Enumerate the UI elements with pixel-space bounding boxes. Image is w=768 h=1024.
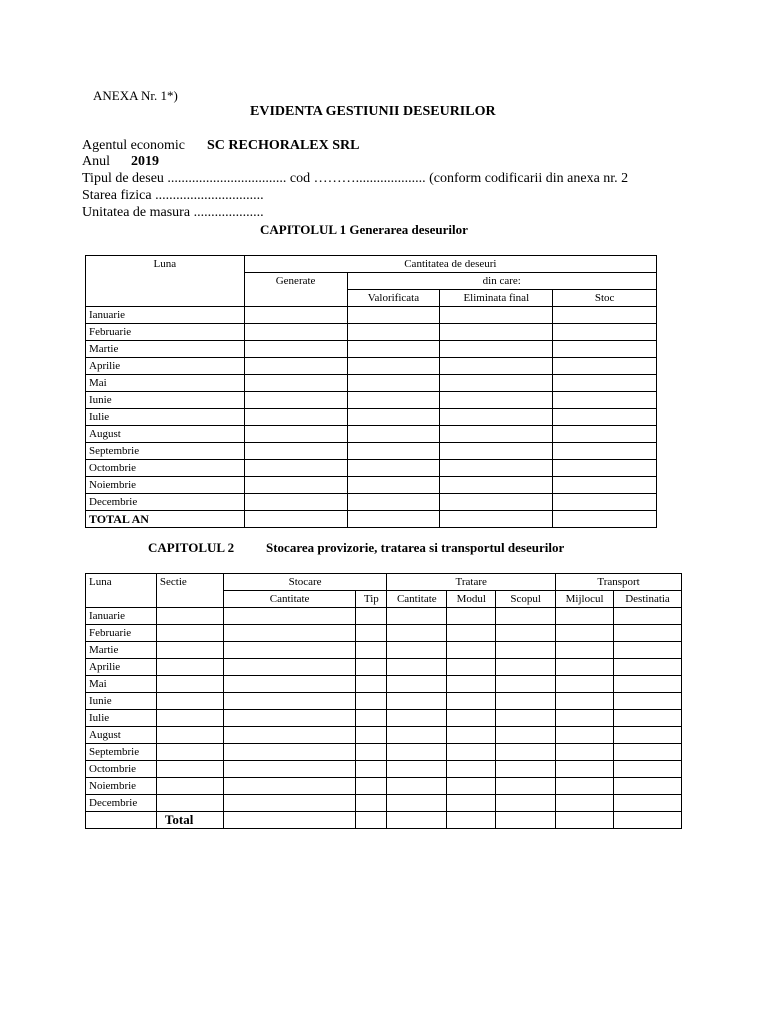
table-row — [86, 443, 657, 460]
header-cantitatea: Cantitatea de deseuri — [244, 256, 656, 273]
empty-cell — [447, 761, 496, 778]
table-row — [86, 608, 682, 625]
empty-cell — [223, 642, 356, 659]
empty-cell — [614, 795, 682, 812]
empty-cell — [614, 727, 682, 744]
empty-cell — [156, 659, 223, 676]
empty-cell — [347, 307, 440, 324]
empty-cell — [556, 727, 614, 744]
empty-cell — [553, 443, 657, 460]
empty-cell — [347, 477, 440, 494]
empty-cell — [496, 710, 556, 727]
month-cell: Mai — [86, 676, 157, 693]
empty-cell — [86, 812, 157, 829]
month-cell: Aprilie — [86, 358, 245, 375]
table-row — [86, 761, 682, 778]
month-cell: Martie — [86, 642, 157, 659]
empty-cell — [156, 761, 223, 778]
empty-cell — [614, 710, 682, 727]
table-row — [86, 727, 682, 744]
header-tratare: Tratare — [387, 574, 556, 591]
empty-cell — [356, 642, 387, 659]
empty-cell — [356, 778, 387, 795]
header-valorificata: Valorificata — [347, 290, 440, 307]
empty-cell — [223, 812, 356, 829]
empty-cell — [553, 324, 657, 341]
agent-value: SC RECHORALEX SRL — [207, 138, 360, 153]
empty-cell — [223, 778, 356, 795]
empty-cell — [156, 744, 223, 761]
empty-cell — [387, 795, 447, 812]
waste-type-line: Tipul de deseu .................................. cod ……….................... (conform codificarii din anexa nr. 2 — [82, 171, 629, 186]
empty-cell — [356, 676, 387, 693]
total-label: Total — [156, 812, 223, 829]
month-cell: Octombrie — [86, 460, 245, 477]
empty-cell — [556, 693, 614, 710]
year-value: 2019 — [131, 154, 159, 169]
empty-cell — [556, 795, 614, 812]
table-row — [86, 693, 682, 710]
empty-cell — [553, 358, 657, 375]
empty-cell — [244, 358, 347, 375]
empty-cell — [447, 710, 496, 727]
empty-cell — [387, 761, 447, 778]
empty-cell — [387, 625, 447, 642]
empty-cell — [356, 727, 387, 744]
empty-cell — [556, 608, 614, 625]
month-cell: Februarie — [86, 324, 245, 341]
empty-cell — [447, 812, 496, 829]
empty-cell — [387, 642, 447, 659]
month-cell: Ianuarie — [86, 608, 157, 625]
empty-cell — [440, 494, 553, 511]
empty-cell — [440, 392, 553, 409]
empty-cell — [244, 392, 347, 409]
month-cell: Aprilie — [86, 659, 157, 676]
empty-cell — [556, 710, 614, 727]
empty-cell — [614, 761, 682, 778]
generation-table — [85, 255, 657, 528]
month-cell: August — [86, 727, 157, 744]
empty-cell — [440, 443, 553, 460]
empty-cell — [347, 426, 440, 443]
year-label: Anul — [82, 154, 110, 169]
empty-cell — [553, 494, 657, 511]
empty-cell — [244, 341, 347, 358]
empty-cell — [347, 324, 440, 341]
empty-cell — [556, 744, 614, 761]
physical-state-line: Starea fizica ............................... — [82, 188, 264, 203]
month-cell: Septembrie — [86, 744, 157, 761]
empty-cell — [223, 608, 356, 625]
month-cell: Ianuarie — [86, 307, 245, 324]
empty-cell — [447, 795, 496, 812]
empty-cell — [447, 693, 496, 710]
header-eliminata: Eliminata final — [440, 290, 553, 307]
empty-cell — [614, 812, 682, 829]
empty-cell — [387, 727, 447, 744]
empty-cell — [223, 625, 356, 642]
chapter2-title: Stocarea provizorie, tratarea si transportul deseurilor — [266, 540, 565, 555]
header-scopul: Scopul — [496, 591, 556, 608]
empty-cell — [223, 693, 356, 710]
empty-cell — [496, 693, 556, 710]
empty-cell — [447, 608, 496, 625]
empty-cell — [223, 727, 356, 744]
empty-cell — [553, 511, 657, 528]
empty-cell — [347, 392, 440, 409]
month-cell: Decembrie — [86, 494, 245, 511]
month-cell: Noiembrie — [86, 477, 245, 494]
empty-cell — [556, 778, 614, 795]
empty-cell — [553, 426, 657, 443]
empty-cell — [614, 778, 682, 795]
month-cell: August — [86, 426, 245, 443]
table-row — [86, 392, 657, 409]
empty-cell — [223, 761, 356, 778]
page-title: EVIDENTA GESTIUNII DESEURILOR — [250, 104, 496, 119]
empty-cell — [244, 307, 347, 324]
empty-cell — [447, 625, 496, 642]
table-row — [86, 477, 657, 494]
table-row — [86, 409, 657, 426]
month-cell: Iunie — [86, 693, 157, 710]
empty-cell — [244, 324, 347, 341]
empty-cell — [496, 795, 556, 812]
month-cell: Iulie — [86, 710, 157, 727]
table-row — [86, 341, 657, 358]
empty-cell — [447, 659, 496, 676]
empty-cell — [556, 812, 614, 829]
empty-cell — [496, 778, 556, 795]
header-cantitate: Cantitate — [223, 591, 356, 608]
empty-cell — [223, 710, 356, 727]
table-row — [86, 659, 682, 676]
empty-cell — [223, 676, 356, 693]
month-cell: Decembrie — [86, 795, 157, 812]
empty-cell — [553, 409, 657, 426]
empty-cell — [347, 443, 440, 460]
table-row — [86, 625, 682, 642]
empty-cell — [244, 460, 347, 477]
empty-cell — [223, 744, 356, 761]
empty-cell — [447, 744, 496, 761]
empty-cell — [440, 307, 553, 324]
empty-cell — [387, 608, 447, 625]
empty-cell — [387, 659, 447, 676]
empty-cell — [496, 625, 556, 642]
empty-cell — [156, 693, 223, 710]
empty-cell — [553, 375, 657, 392]
table-row — [86, 324, 657, 341]
empty-cell — [440, 477, 553, 494]
header-stoc: Stoc — [553, 290, 657, 307]
table-row — [86, 426, 657, 443]
month-cell: Septembrie — [86, 443, 245, 460]
empty-cell — [440, 511, 553, 528]
empty-cell — [387, 778, 447, 795]
empty-cell — [553, 392, 657, 409]
empty-cell — [496, 744, 556, 761]
empty-cell — [614, 642, 682, 659]
empty-cell — [447, 642, 496, 659]
empty-cell — [347, 341, 440, 358]
empty-cell — [244, 443, 347, 460]
table-row — [86, 375, 657, 392]
storage-table — [85, 573, 682, 829]
empty-cell — [556, 642, 614, 659]
month-cell: Mai — [86, 375, 245, 392]
empty-cell — [614, 608, 682, 625]
empty-cell — [387, 693, 447, 710]
empty-cell — [614, 625, 682, 642]
empty-cell — [553, 307, 657, 324]
empty-cell — [356, 795, 387, 812]
empty-cell — [244, 494, 347, 511]
header-modul: Modul — [447, 591, 496, 608]
header-cantitate-tratare: Cantitate — [387, 591, 447, 608]
empty-cell — [244, 477, 347, 494]
empty-cell — [356, 812, 387, 829]
header-luna: Luna — [86, 574, 157, 608]
header-stocare: Stocare — [223, 574, 387, 591]
empty-cell — [614, 693, 682, 710]
empty-cell — [614, 676, 682, 693]
header-destinatia: Destinatia — [614, 591, 682, 608]
empty-cell — [223, 659, 356, 676]
empty-cell — [244, 511, 347, 528]
table-row — [86, 795, 682, 812]
table-row — [86, 642, 682, 659]
header-mijlocul: Mijlocul — [556, 591, 614, 608]
month-cell: Martie — [86, 341, 245, 358]
empty-cell — [356, 693, 387, 710]
table-row — [86, 710, 682, 727]
empty-cell — [496, 761, 556, 778]
header-luna: Luna — [86, 256, 245, 307]
header-sectie: Sectie — [156, 574, 223, 608]
empty-cell — [347, 358, 440, 375]
empty-cell — [556, 659, 614, 676]
header-din-care: din care: — [347, 273, 657, 290]
empty-cell — [556, 676, 614, 693]
empty-cell — [244, 409, 347, 426]
table-row — [86, 358, 657, 375]
table-row — [86, 307, 657, 324]
empty-cell — [496, 642, 556, 659]
empty-cell — [440, 324, 553, 341]
empty-cell — [356, 659, 387, 676]
empty-cell — [614, 744, 682, 761]
month-cell: Octombrie — [86, 761, 157, 778]
empty-cell — [156, 642, 223, 659]
empty-cell — [447, 778, 496, 795]
empty-cell — [347, 409, 440, 426]
empty-cell — [440, 375, 553, 392]
empty-cell — [440, 426, 553, 443]
empty-cell — [447, 676, 496, 693]
empty-cell — [156, 727, 223, 744]
empty-cell — [614, 659, 682, 676]
empty-cell — [223, 795, 356, 812]
empty-cell — [156, 778, 223, 795]
month-cell: Noiembrie — [86, 778, 157, 795]
empty-cell — [440, 460, 553, 477]
empty-cell — [447, 727, 496, 744]
empty-cell — [496, 727, 556, 744]
empty-cell — [553, 341, 657, 358]
empty-cell — [496, 608, 556, 625]
empty-cell — [556, 761, 614, 778]
total-row — [86, 812, 682, 829]
empty-cell — [347, 494, 440, 511]
empty-cell — [387, 812, 447, 829]
header-tip: Tip — [356, 591, 387, 608]
empty-cell — [156, 710, 223, 727]
total-row — [86, 511, 657, 528]
empty-cell — [553, 460, 657, 477]
empty-cell — [553, 477, 657, 494]
annex-label: ANEXA Nr. 1*) — [93, 88, 178, 103]
empty-cell — [387, 676, 447, 693]
table-row — [86, 744, 682, 761]
empty-cell — [496, 812, 556, 829]
table-row — [86, 494, 657, 511]
empty-cell — [156, 676, 223, 693]
table-row — [86, 778, 682, 795]
header-generate: Generate — [244, 273, 347, 307]
empty-cell — [440, 341, 553, 358]
table-row — [86, 676, 682, 693]
empty-cell — [347, 511, 440, 528]
table-row — [86, 460, 657, 477]
agent-label: Agentul economic — [82, 138, 186, 153]
empty-cell — [244, 375, 347, 392]
month-cell: Iunie — [86, 392, 245, 409]
empty-cell — [440, 409, 553, 426]
chapter1-title: CAPITOLUL 1 Generarea deseurilor — [260, 222, 468, 237]
month-cell: Iulie — [86, 409, 245, 426]
header-transport: Transport — [556, 574, 682, 591]
empty-cell — [556, 625, 614, 642]
empty-cell — [347, 460, 440, 477]
empty-cell — [356, 710, 387, 727]
empty-cell — [356, 608, 387, 625]
measure-unit-line: Unitatea de masura .................... — [82, 205, 264, 220]
total-label: TOTAL AN — [86, 511, 245, 528]
empty-cell — [387, 744, 447, 761]
empty-cell — [156, 625, 223, 642]
empty-cell — [156, 608, 223, 625]
empty-cell — [440, 358, 553, 375]
empty-cell — [496, 659, 556, 676]
empty-cell — [496, 676, 556, 693]
empty-cell — [347, 375, 440, 392]
empty-cell — [356, 625, 387, 642]
chapter2-title-prefix: CAPITOLUL 2 — [148, 540, 235, 555]
month-cell: Februarie — [86, 625, 157, 642]
empty-cell — [387, 710, 447, 727]
empty-cell — [156, 795, 223, 812]
empty-cell — [356, 761, 387, 778]
empty-cell — [356, 744, 387, 761]
empty-cell — [244, 426, 347, 443]
